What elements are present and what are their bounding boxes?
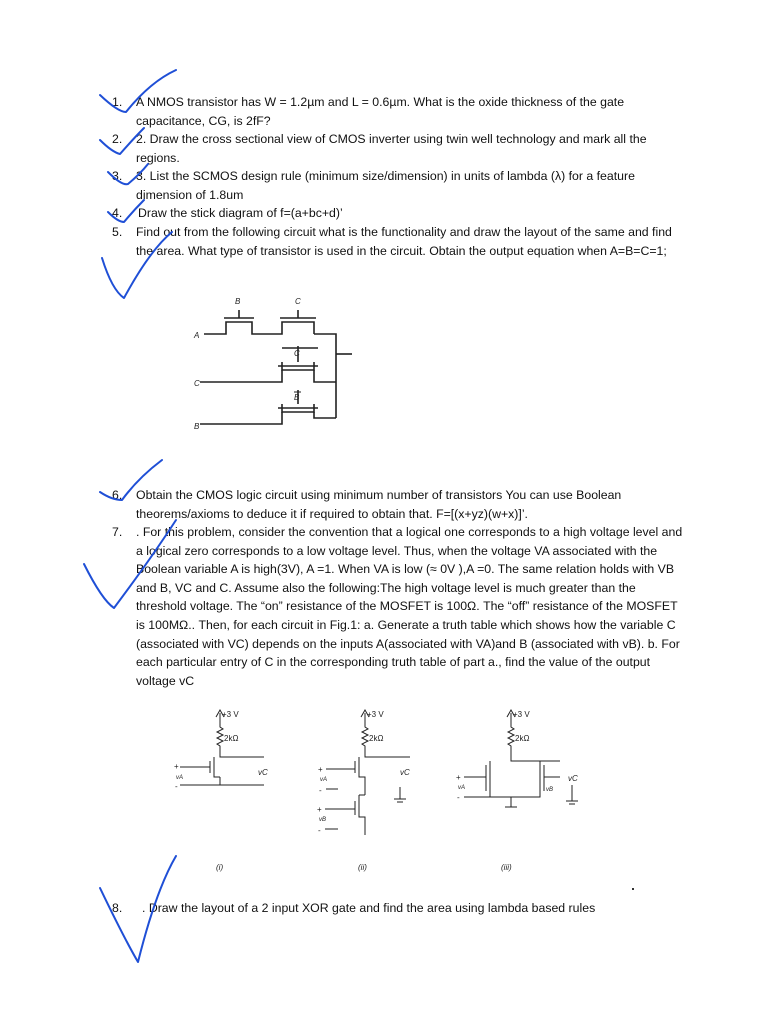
vb-label-ii: vB [319, 817, 327, 823]
caption-iii: (iii) [501, 863, 512, 872]
label-bbar: B [294, 393, 300, 402]
supply-label-iii: +3 V [513, 710, 530, 719]
question-number: 7. [112, 525, 123, 539]
question-text: Obtain the CMOS logic circuit using minimum number of transistors You can use Boolean theorems/axioms to deduce it if required to obtain that. F=[(x+yz)(w+x)]’. [136, 488, 622, 521]
va-label-i: vA [176, 775, 184, 781]
question-text: 3. List the SCMOS design rule (minimum size/dimension) in units of lambda (λ) for a feature dimension of 1.8um [136, 169, 635, 202]
question-text: 2. Draw the cross sectional view of CMOS inverter using twin well technology and mark all the regions. [136, 132, 647, 165]
question-number: 5. [112, 225, 123, 239]
stray-dot [632, 888, 634, 890]
va-label-iii: vA [458, 785, 466, 791]
q5-circuit-diagram [190, 290, 360, 440]
minus-label-iii: - [457, 793, 460, 802]
question-number: 4. [112, 206, 123, 220]
question-number: 1. [112, 95, 123, 109]
minus-label-ii-a: - [319, 786, 322, 795]
question-number: 6. [112, 488, 123, 502]
question-text: . Draw the layout of a 2 input XOR gate and find the area using lambda based rules [142, 901, 596, 915]
resistor-label-iii: 2kΩ [515, 734, 530, 743]
question-text: Find out from the following circuit what is the functionality and draw the layout of the same and find the area. What type of transistor is used in the circuit. Obtain the output equation when A=B=C=1; [136, 225, 672, 258]
question-number: 3. [112, 169, 123, 183]
vc-label-i: vC [258, 768, 268, 777]
plus-label-ii-a: + [318, 765, 323, 774]
question-text: Draw the stick diagram of f=(a+bc+d)’ [138, 206, 343, 220]
va-label-ii: vA [320, 777, 328, 783]
supply-label-ii: +3 V [367, 710, 384, 719]
resistor-label-ii: 2kΩ [369, 734, 384, 743]
label-c-top: C [295, 297, 301, 306]
plus-label-iii: + [456, 773, 461, 782]
question-text: A NMOS transistor has W = 1.2µm and L = 0.6µm. What is the oxide thickness of the gate capacitance, CG, is 2fF? [136, 95, 625, 128]
resistor-label-i: 2kΩ [224, 734, 239, 743]
plus-label-i: + [174, 762, 179, 771]
supply-label-i: +3 V [222, 710, 239, 719]
label-c: C [194, 379, 200, 388]
label-b: B [194, 422, 200, 431]
label-a: A [194, 331, 200, 340]
vc-label-iii: vC [568, 774, 578, 783]
vc-label-ii: vC [400, 768, 410, 777]
minus-label-ii-b: - [318, 826, 321, 835]
plus-label-ii-b: + [317, 805, 322, 814]
question-number: 8. [112, 901, 123, 915]
fig1-circuits [160, 705, 600, 880]
question-text: . For this problem, consider the convention that a logical one corresponds to a high voltage level and a logical zero corresponds to a low voltage level. Thus, when the voltage VA associated with the Boolean variable A is high(3V), A =1. When VA is low (≈ 0V ),A =0. The same relation holds with VB and B, VC and C. Assume also the following:The high voltage level is much greater than the threshold voltage. The “on” resistance of the MOSFET is 100Ω. The “off” resistance of the MOSFET is 100MΩ.. Then, for each circuit in Fig.1: a. Generate a truth table which shows how the variable C (associated with VC) depends on the inputs A(associated with VA)and B (associated with vB). b. For each particular entry of C in the corresponding truth table of part a., find the value of the output voltage vC [136, 525, 683, 688]
label-b-top: B [235, 297, 241, 306]
question-number: 2. [112, 132, 123, 146]
caption-ii: (ii) [358, 863, 367, 872]
vb-label-iii: vB [546, 787, 554, 793]
minus-label-i: - [175, 782, 178, 791]
label-cbar: C [294, 349, 300, 358]
caption-i: (i) [216, 863, 224, 872]
